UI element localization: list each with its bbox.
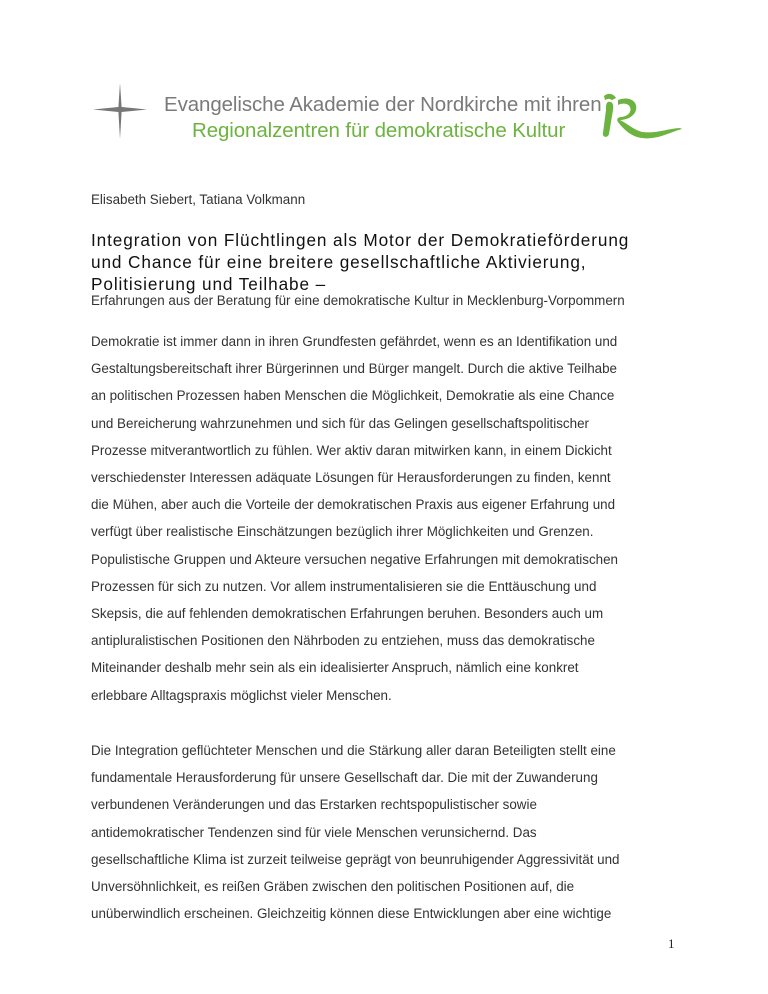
text-line: verschiedenster Interessen adäquate Lösungen für Herausforderungen zu finden, kennt xyxy=(91,470,611,486)
cross-icon xyxy=(93,83,147,139)
text-line: und Bereicherung wahrzunehmen und sich für das Gelingen gesellschaftspolitischer xyxy=(91,415,589,431)
text-line: Prozessen für sich zu nutzen. Vor allem instrumentalisieren sie die Enttäuschung und xyxy=(91,578,597,594)
title-line: Politisierung und Teilhabe – xyxy=(91,274,327,294)
regionalzentren-logo-icon xyxy=(598,90,684,142)
paragraph-2 xyxy=(91,737,711,927)
text-line: die Mühen, aber auch die Vorteile der demokratischen Praxis aus eigener Erfahrung und xyxy=(91,497,616,513)
document-title xyxy=(91,229,691,295)
text-line: gesellschaftliche Klima ist zurzeit teilweise geprägt von beunruhigender Aggressivität und xyxy=(91,851,620,867)
text-line: Gestaltungsbereitschaft ihrer Bürgerinnen und Bürger mangelt. Durch die aktive Teilhabe xyxy=(91,361,618,377)
page-number: 1 xyxy=(668,936,675,951)
text-line: antidemokratischer Tendenzen sind für viele Menschen verunsichernd. Das xyxy=(91,824,537,840)
org-name-line2: Regionalzentren für demokratische Kultur xyxy=(192,119,566,142)
document-subtitle: Erfahrungen aus der Beratung für eine demokratische Kultur in Mecklenburg-Vorpommern xyxy=(91,293,625,308)
text-line: Unversöhnlichkeit, es reißen Gräben zwischen den politischen Positionen auf, die xyxy=(91,879,575,895)
page-header xyxy=(0,0,768,150)
paragraph-1 xyxy=(91,328,711,709)
org-name-line1: Evangelische Akademie der Nordkirche mit ihren xyxy=(164,93,602,116)
text-line: antipluralistischen Positionen den Nährboden zu entziehen, muss das demokratische xyxy=(91,633,595,649)
text-line: an politischen Prozessen haben Menschen die Möglichkeit, Demokratie als eine Chance xyxy=(91,388,615,404)
authors: Elisabeth Siebert, Tatiana Volkmann xyxy=(91,192,306,207)
text-line: Miteinander deshalb mehr sein als ein idealisierter Anspruch, nämlich eine konkret xyxy=(91,660,579,676)
text-line: Prozesse mitverantwortlich zu fühlen. Wer aktiv daran mitwirken kann, in einem Dickicht xyxy=(91,442,612,458)
text-line: unüberwindlich erscheinen. Gleichzeitig können diese Entwicklungen aber eine wichtige xyxy=(91,906,612,922)
text-line: Die Integration geflüchteter Menschen und die Stärkung aller daran Beteiligten stellt eine xyxy=(91,743,616,758)
text-line: Skepsis, die auf fehlenden demokratischen Erfahrungen beruhen. Besonders auch um xyxy=(91,606,604,622)
text-line: verbundenen Veränderungen und das Erstarken rechtspopulistischer sowie xyxy=(91,797,537,813)
title-line: und Chance für eine breitere gesellschaftliche Aktivierung, xyxy=(91,252,587,272)
text-line: erlebbare Alltagspraxis möglichst vieler Menschen. xyxy=(91,687,392,703)
text-line: verfügt über realistische Einschätzungen bezüglich ihrer Möglichkeiten und Grenzen. xyxy=(91,524,594,540)
text-line: fundamentale Herausforderung für unsere Gesellschaft dar. Die mit der Zuwanderung xyxy=(91,770,598,786)
title-line: Integration von Flüchtlingen als Motor der Demokratieförderung xyxy=(91,230,630,250)
text-line: Demokratie ist immer dann in ihren Grundfesten gefährdet, wenn es an Identifikation und xyxy=(91,334,618,349)
text-line: Populistische Gruppen und Akteure versuchen negative Erfahrungen mit demokratischen xyxy=(91,551,619,567)
